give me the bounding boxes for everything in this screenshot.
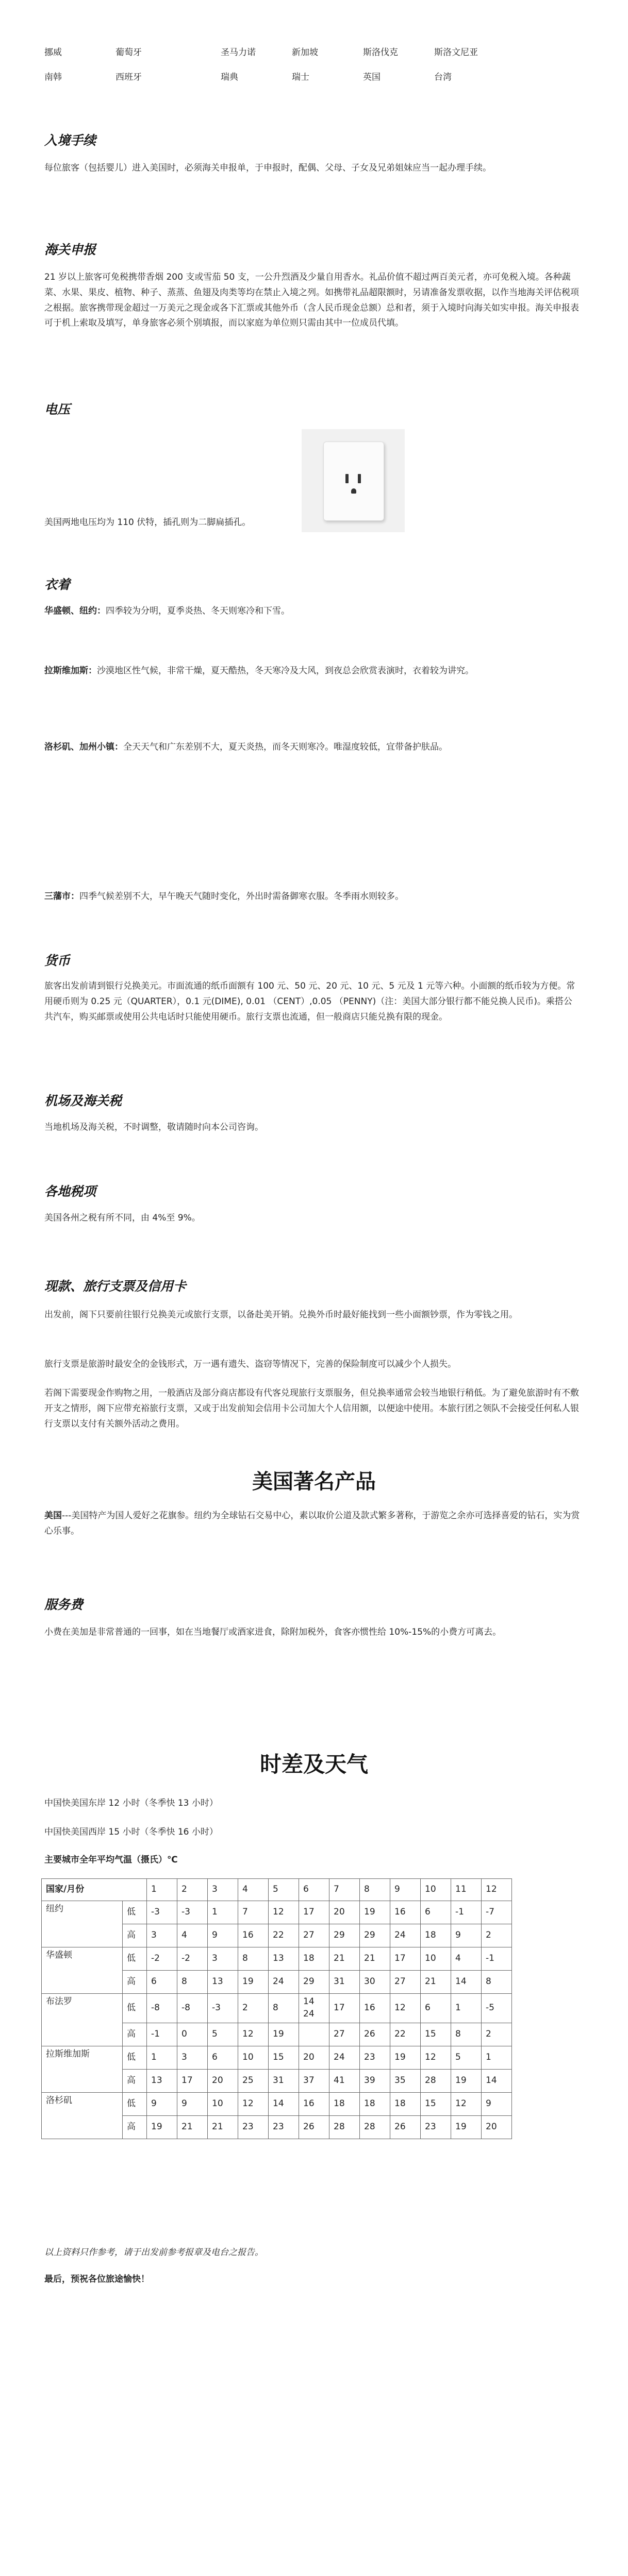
temperature-cell: 37 [299,2069,329,2092]
country-row [44,70,591,95]
temperature-cell: 5 [451,2046,482,2069]
temperature-cell: 29 [329,1924,360,1947]
farewell-text: 最后，预祝各位旅途愉快！ [44,2274,150,2284]
temperature-cell: 8 [451,2023,482,2046]
temperature-cell: 21 [360,1947,390,1971]
low-label-cell: 低 [123,1994,147,2023]
temperature-cell: 21 [208,2115,238,2139]
clothing-item [44,740,581,755]
products-lead: 美国 [44,1511,62,1521]
month-header-cell: 12 [482,1879,512,1901]
payment-paragraph: 出发前，阁下只要前往银行兑换美元或旅行支票，以备赴美开销。兑换外币时最好能找到一些小面额钞票，作为零钱之用。 [44,1310,518,1320]
temperature-cell: 31 [329,1971,360,1994]
temperature-cell: 18 [299,1947,329,1971]
temperature-cell: 6 [421,1994,451,2023]
month-header-cell: 3 [208,1879,238,1901]
temperature-cell: 14 [451,1971,482,1994]
temperature-cell: 19 [269,2023,299,2046]
month-header-cell: 1 [147,1879,177,1901]
temperature-cell: 19 [451,2069,482,2092]
temperature-cell: 21 [177,2115,208,2139]
payment-paragraph: 旅行支票是旅游时最安全的金钱形式，万一遇有遗失、盗窃等情况下，完善的保险制度可以减少个人损失。 [44,1359,456,1369]
temperature-cell: 23 [269,2115,299,2139]
temperature-cell: 17 [299,1901,329,1924]
temperature-cell: 22 [390,2023,421,2046]
high-label-cell: 高 [123,2115,147,2139]
weather-title: 时差及天气 [259,1752,368,1777]
temperature-cell: -5 [482,1994,512,2023]
temperature-cell: 39 [360,2069,390,2092]
clothing-heading: 衣着 [44,577,71,592]
temperature-cell: 27 [390,1971,421,1994]
temperature-cell: 15 [421,2023,451,2046]
outlet-slot [358,474,361,483]
clothing-item-lead: 拉斯维加斯： [44,666,97,676]
temperature-cell: 2 [238,1994,269,2023]
temperature-cell: 7 [238,1901,269,1924]
temperature-cell: -3 [147,1901,177,1924]
temperature-cell: -3 [177,1901,208,1924]
table-row [42,2092,512,2115]
temperature-cell: 29 [299,1971,329,1994]
weather-note: 以上资料只作参考，请于出发前参考报章及电台之报告。 [44,2247,263,2258]
high-label-cell: 高 [123,1924,147,1947]
temperature-cell: -8 [147,1994,177,2023]
temperature-cell: 28 [421,2069,451,2092]
table-row [42,2046,512,2069]
clothing-item [44,604,581,619]
temperature-cell: 10 [208,2092,238,2115]
customs-text: 21 岁以上旅客可免税携带香烟 200 支或雪茄 50 支，一公升烈酒及少量自用香水。礼品价值不超过两百美元者，亦可免税入境。各种蔬菜、水果、果皮、植物、种子、蒸蒸、鱼翅及肉类等均在禁止入境之列。如携带礼品超限额时，另请准备发票收据，以作当地海关评估税项之根据。旅客携带现金超过一万美元之现金或各下汇票或其他外币（含人民币现金总额）总和者，须于入境时向海关如实申报。海关申报表可于机上索取及填写，单身旅客必须个别填报，而以家庭为单位则只需由其中一位成员代填。 [44,272,579,329]
temperature-cell: 20 [299,2046,329,2069]
temperature-cell: 21 [329,1947,360,1971]
clothing-item-lead: 三藩市： [44,891,79,902]
temperature-cell: 1 [451,1994,482,2023]
temperature-cell: 18 [390,2092,421,2115]
clothing-item-text: 全天天气和广东差别不大，夏天炎热，而冬天则寒冷。唯湿度较低，宜带备护肤品。 [123,742,448,752]
temperature-cell: 19 [390,2046,421,2069]
temperature-cell: 9 [451,1924,482,1947]
outlet-slot [345,474,349,483]
voltage-heading: 电压 [44,402,71,417]
low-label-cell: 低 [123,2046,147,2069]
temperature-cell: 2 [482,1924,512,1947]
voltage-text: 美国两地电压均为 110 伏特，插孔则为二脚扁插孔。 [44,517,251,528]
temperature-cell: 20 [482,2115,512,2139]
city-name-cell: 华盛顿 [42,1947,123,1994]
temperature-cell: 28 [360,2115,390,2139]
time-difference-east: 中国快美国东岸 12 小时（冬季快 13 小时） [44,1798,218,1808]
clothing-item [44,889,581,905]
country-name: 英国 [363,72,381,82]
temperature-cell: 17 [177,2069,208,2092]
temperature-cell: 41 [329,2069,360,2092]
country-list [44,45,591,95]
temperature-cell: 12 [238,2092,269,2115]
temperature-cell: 12 [451,2092,482,2115]
country-row [44,45,591,70]
country-name: 瑞士 [292,72,309,82]
high-label-cell: 高 [123,2069,147,2092]
city-name-cell: 拉斯维加斯 [42,2046,123,2092]
temperature-cell: -1 [451,1901,482,1924]
city-name-cell: 布法罗 [42,1994,123,2046]
month-header-cell: 6 [299,1879,329,1901]
month-header-cell: 9 [390,1879,421,1901]
temperature-cell: 6 [147,1971,177,1994]
payment-heading: 现款、旅行支票及信用卡 [44,1279,187,1294]
temperature-cell: 1 [147,2046,177,2069]
clothing-item [44,664,581,679]
temperature-cell: -3 [208,1994,238,2023]
temperature-cell: 19 [451,2115,482,2139]
table-row [42,1947,512,1971]
temperature-cell: 19 [238,1971,269,1994]
tips-heading: 服务费 [44,1597,84,1612]
temperature-cell: 9 [147,2092,177,2115]
temperature-cell: 15 [421,2092,451,2115]
temperature-cell: 22 [269,1924,299,1947]
products-title: 美国著名产品 [252,1470,376,1494]
low-label-cell: 低 [123,1947,147,1971]
temperature-cell: 24 [329,2046,360,2069]
temperature-cell: 8 [269,1994,299,2023]
temperature-cell: 2 [482,2023,512,2046]
temperature-cell: 16 [390,1901,421,1924]
clothing-item-text: 沙漠地区性气候，非常干燥，夏天酷热，冬天寒冷及大风，到夜总会欣赏表演时，衣着较为讲究。 [97,666,474,676]
country-name: 西班牙 [115,72,142,82]
temperature-cell: 3 [177,2046,208,2069]
month-header-cell: 7 [329,1879,360,1901]
month-header-cell: 10 [421,1879,451,1901]
payment-paragraph: 若阁下需要现金作购物之用，一般酒店及部分商店都设有代客兑现旅行支票服务，但兑换率通常会较当地银行稍低。为了避免旅游时有不敷开支之情形，阁下应带充裕旅行支票，又或于出发前知会信用卡公司加大个人信用额，以便途中使用。本旅行团之领队不会接受任何私人银行支票以支付有关额外活动之费用。 [44,1388,579,1429]
temperature-cell: 12 [238,2023,269,2046]
temperature-cell: 6 [208,2046,238,2069]
temperature-cell: 21 [421,1971,451,1994]
airport-tax-heading: 机场及海关税 [44,1093,122,1108]
month-header-cell: 5 [269,1879,299,1901]
temperature-cell: 4 [451,1947,482,1971]
outlet-ground-hole [351,488,356,494]
month-header-cell: 11 [451,1879,482,1901]
table-corner-cell: 国家/月份 [42,1879,147,1901]
country-name: 斯洛伐克 [363,47,398,58]
table-header-row [42,1879,512,1901]
temperature-table-body [42,1879,512,2139]
country-name: 圣马力诺 [221,47,256,58]
temperature-cell: 23 [238,2115,269,2139]
temperature-cell: 9 [482,2092,512,2115]
month-header-cell: 2 [177,1879,208,1901]
temperature-cell: 23 [360,2046,390,2069]
country-name: 葡萄牙 [115,47,142,58]
temperature-cell: 27 [329,2023,360,2046]
high-label-cell: 高 [123,1971,147,1994]
temperature-cell: 16 [238,1924,269,1947]
tips-text: 小费在美加是非常普通的一回事，如在当地餐厅或酒家进食，除附加税外，食客亦惯性给 10%-15%的小费方可离去。 [44,1627,502,1637]
temperature-cell: 35 [390,2069,421,2092]
temperature-cell: 18 [421,1924,451,1947]
temperature-cell: -1 [482,1947,512,1971]
temperature-cell: 19 [360,1901,390,1924]
temperature-cell: 8 [238,1947,269,1971]
products-text [44,1509,581,1539]
temperature-cell: 5 [208,2023,238,2046]
products-body: ---美国特产为国人爱好之花旗参。纽约为全球钻石交易中心，素以取价公道及款式繁多著称，于游览之余亦可选择喜爱的钻石，实为赏心乐事。 [44,1511,580,1536]
table-row [42,1901,512,1924]
city-name-cell: 纽约 [42,1901,123,1947]
city-name-cell: 洛杉矶 [42,2092,123,2139]
temperature-cell: -7 [482,1901,512,1924]
temperature-cell: 16 [360,1994,390,2023]
month-header-cell: 4 [238,1879,269,1901]
entry-text: 每位旅客（包括婴儿）进入美国时，必须海关申报单，于申报时，配偶、父母、子女及兄弟姐妹应当一起办理手续。 [44,163,491,173]
temperature-table-title: 主要城市全年平均气温（摄氏）℃ [44,1855,178,1865]
clothing-item-lead: 华盛顿、纽约： [44,606,106,616]
temperature-cell: 18 [360,2092,390,2115]
low-label-cell: 低 [123,1901,147,1924]
temperature-cell: 31 [269,2069,299,2092]
temperature-cell: 13 [269,1947,299,1971]
temperature-cell: 26 [299,2115,329,2139]
temperature-cell: 26 [390,2115,421,2139]
table-row [42,1994,512,2023]
temperature-cell: 1 [482,2046,512,2069]
currency-heading: 货币 [44,953,71,968]
temperature-cell: 8 [482,1971,512,1994]
entry-heading: 入境手续 [44,133,96,148]
temperature-cell: 13 [147,2069,177,2092]
temperature-cell: 20 [208,2069,238,2092]
temperature-cell: 25 [238,2069,269,2092]
temperature-cell: 9 [208,1924,238,1947]
temperature-cell: -2 [177,1947,208,1971]
temperature-cell: 28 [329,2115,360,2139]
temperature-cell: 23 [421,2115,451,2139]
time-difference-west: 中国快美国西岸 15 小时（冬季快 16 小时） [44,1827,218,1837]
customs-heading: 海关申报 [44,242,96,257]
temperature-cell: -1 [147,2023,177,2046]
temperature-cell: 26 [360,2023,390,2046]
temperature-cell: 13 [208,1971,238,1994]
temperature-cell: 20 [329,1901,360,1924]
temperature-cell: 14 24 [299,1994,329,2023]
temperature-table [41,1878,512,2139]
temperature-cell: -8 [177,1994,208,2023]
temperature-cell: 30 [360,1971,390,1994]
country-name: 台湾 [434,72,452,82]
temperature-cell: 1 [208,1901,238,1924]
temperature-cell: 12 [421,2046,451,2069]
temperature-cell: 14 [482,2069,512,2092]
clothing-item-lead: 洛杉矶、加州小镇： [44,742,123,752]
temperature-cell: 27 [299,1924,329,1947]
low-label-cell: 低 [123,2092,147,2115]
temperature-cell: 8 [177,1971,208,1994]
currency-text: 旅客出发前请到银行兑换美元。市面流通的纸币面额有 100 元、50 元、20 元、10 元、5 元及 1 元等六种。小面额的纸币较为方便。常用硬币则为 0.25 元（QUARTER），0.1 元(DIME), 0.01 （CENT）,0.05 （PENNY)（注：美国大部分银行都不能兑换人民币)。乘搭公共汽车，购买邮票或使用公共电话时只能使用硬币。旅行支票也流通，但一般商店只能兑换有限的现金。 [44,981,575,1022]
temperature-cell: 15 [269,2046,299,2069]
temperature-cell: -2 [147,1947,177,1971]
clothing-item-text: 四季气候差别不大，早午晚天气随时变化，外出时需备御寒衣服。冬季雨水则较多。 [79,891,404,902]
airport-tax-text: 当地机场及海关税，不时调整，敬请随时向本公司咨询。 [44,1122,263,1132]
temperature-cell: 16 [299,2092,329,2115]
temperature-cell: 17 [390,1947,421,1971]
temperature-cell: 4 [177,1924,208,1947]
country-name: 斯洛文尼亚 [434,47,478,58]
temperature-cell: 24 [269,1971,299,1994]
temperature-cell: 14 [269,2092,299,2115]
temperature-cell: 12 [390,1994,421,2023]
temperature-cell: 6 [421,1901,451,1924]
temperature-cell: 24 [390,1924,421,1947]
local-tax-heading: 各地税项 [44,1184,96,1199]
temperature-cell [299,2023,329,2046]
country-name: 南韩 [44,72,62,82]
high-label-cell: 高 [123,2023,147,2046]
temperature-cell: 3 [147,1924,177,1947]
temperature-cell: 3 [208,1947,238,1971]
local-tax-text: 美国各州之税有所不同，由 4%至 9%。 [44,1213,201,1223]
clothing-item-text: 四季较为分明，夏季炎热、冬天则寒冷和下雪。 [106,606,290,616]
country-name: 挪威 [44,47,62,58]
temperature-cell: 18 [329,2092,360,2115]
temperature-cell: 10 [421,1947,451,1971]
outlet-plate [323,442,384,521]
temperature-cell: 0 [177,2023,208,2046]
temperature-cell: 9 [177,2092,208,2115]
temperature-cell: 17 [329,1994,360,2023]
month-header-cell: 8 [360,1879,390,1901]
temperature-cell: 19 [147,2115,177,2139]
temperature-cell: 29 [360,1924,390,1947]
temperature-cell: 10 [238,2046,269,2069]
country-name: 瑞典 [221,72,238,82]
temperature-cell: 12 [269,1901,299,1924]
country-name: 新加坡 [292,47,318,58]
